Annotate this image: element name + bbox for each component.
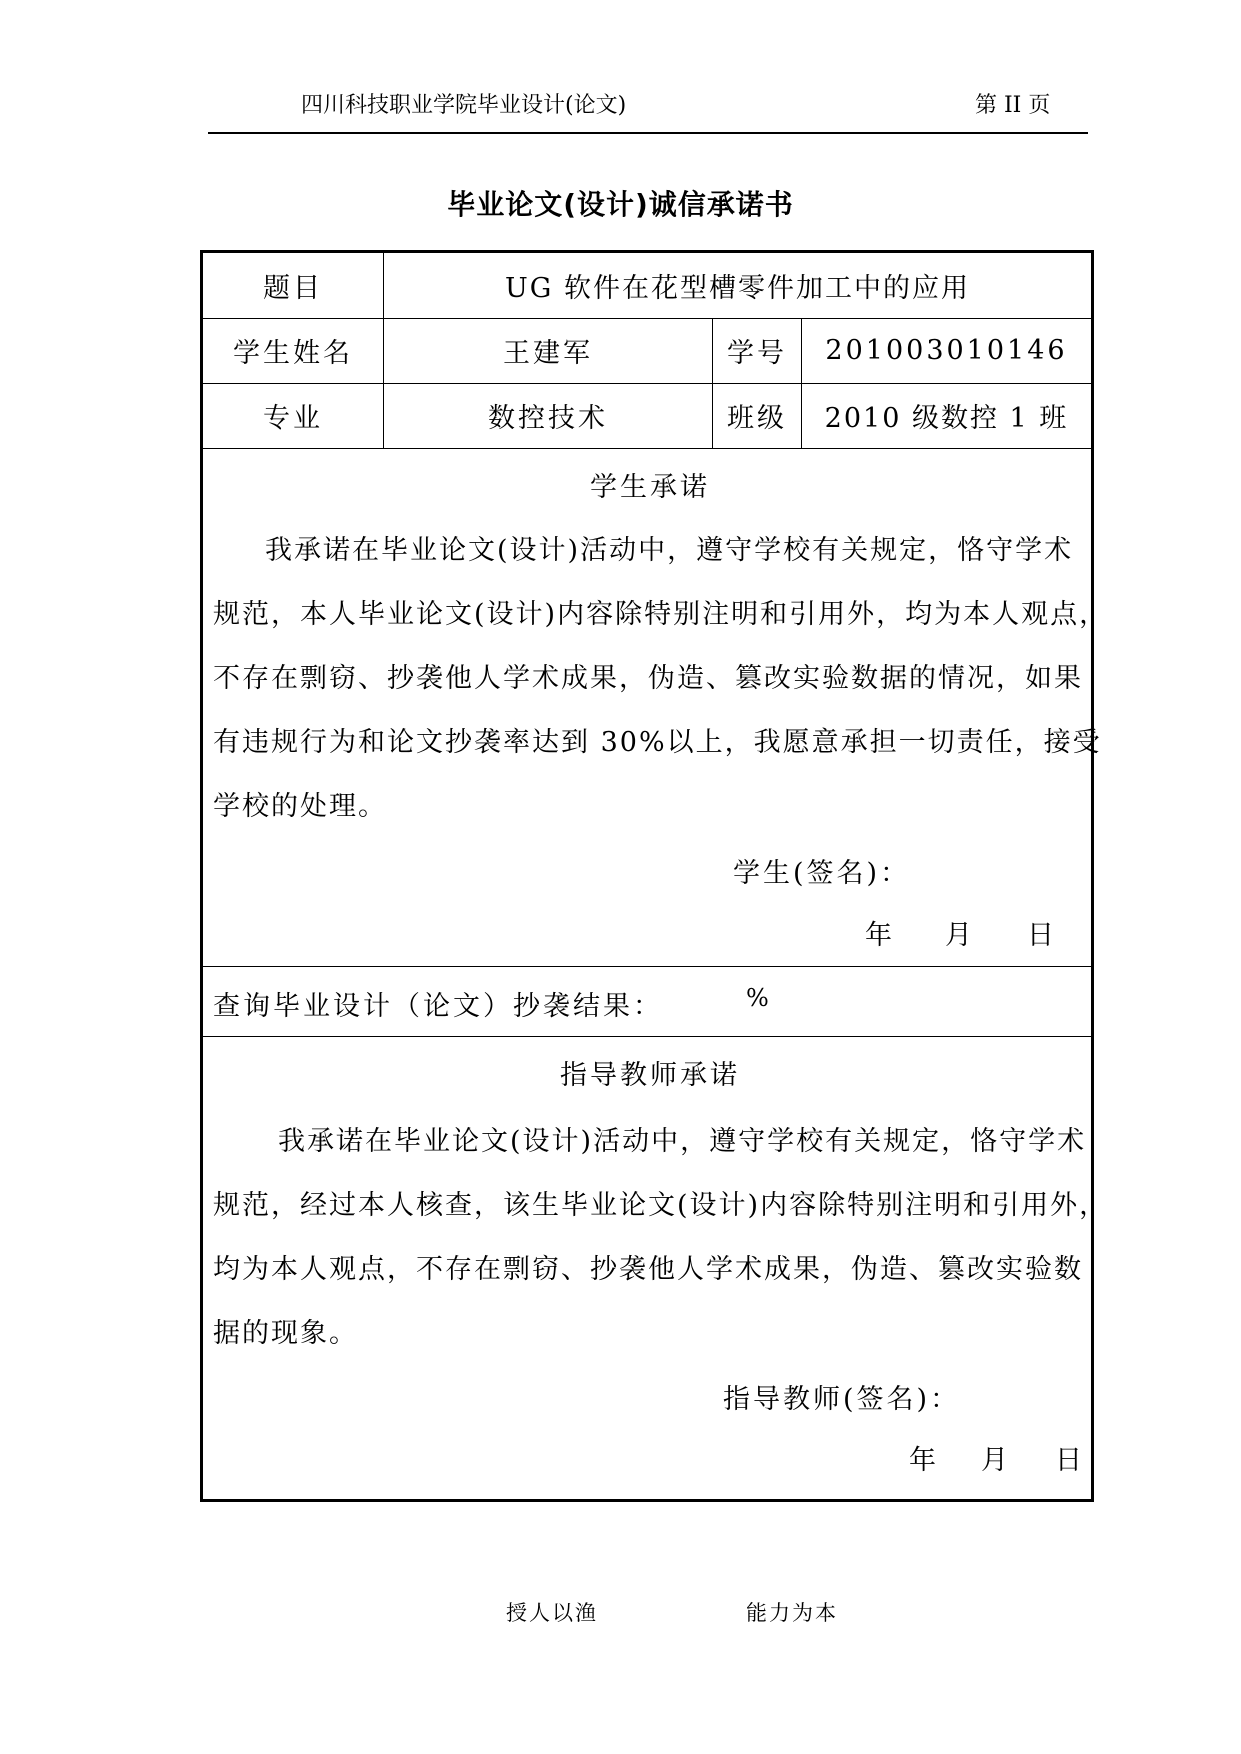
advisor-pledge-heading: 指导教师承诺 <box>560 1060 740 1091</box>
student-date-day: 日 <box>1027 920 1057 951</box>
student-pledge-line: 不存在剽窃、抄袭他人学术成果，伪造、篡改实验数据的情况，如果 <box>213 663 1083 694</box>
topic-label: 题目 <box>263 273 323 304</box>
advisor-date-day: 日 <box>1055 1445 1085 1476</box>
student-pledge-heading: 学生承诺 <box>590 472 710 503</box>
topic-value: UG 软件在花型槽零件加工中的应用 <box>505 273 970 304</box>
header-page-number: 第 II 页 <box>975 93 1051 118</box>
student-id-label: 学号 <box>727 338 787 369</box>
class-label: 班级 <box>727 403 787 434</box>
row-divider <box>203 448 1091 449</box>
student-id-value: 201003010146 <box>825 335 1068 366</box>
pledge-form <box>200 250 1109 1502</box>
footer-motto-right: 能力为本 <box>746 1601 838 1625</box>
advisor-signature-label: 指导教师(签名)： <box>723 1384 961 1415</box>
header-rule <box>208 132 1088 134</box>
advisor-pledge-line: 据的现象。 <box>213 1318 358 1349</box>
student-date-month: 月 <box>945 920 975 951</box>
plagiarism-check-unit: % <box>746 984 771 1012</box>
advisor-pledge-line: 规范，经过本人核查，该生毕业论文(设计)内容除特别注明和引用外， <box>213 1190 1109 1221</box>
footer-motto-left: 授人以渔 <box>506 1601 598 1625</box>
row-divider <box>203 966 1091 967</box>
document-title: 毕业论文(设计)诚信承诺书 <box>447 188 794 221</box>
advisor-pledge-line: 我承诺在毕业论文(设计)活动中，遵守学校有关规定，恪守学术 <box>278 1126 1087 1157</box>
row-divider <box>203 1036 1091 1037</box>
student-date-year: 年 <box>865 920 895 951</box>
student-pledge-line: 有违规行为和论文抄袭率达到 30%以上，我愿意承担一切责任，接受 <box>213 727 1102 758</box>
major-label: 专业 <box>263 403 323 434</box>
student-pledge-line: 规范，本人毕业论文(设计)内容除特别注明和引用外，均为本人观点， <box>213 599 1109 630</box>
plagiarism-check-label: 查询毕业设计（论文）抄袭结果： <box>213 991 663 1022</box>
student-pledge-line: 我承诺在毕业论文(设计)活动中，遵守学校有关规定，恪守学术 <box>265 535 1074 566</box>
class-value: 2010 级数控 1 班 <box>824 403 1069 434</box>
advisor-pledge-line: 均为本人观点，不存在剽窃、抄袭他人学术成果，伪造、篡改实验数 <box>213 1254 1083 1285</box>
advisor-date-year: 年 <box>909 1445 939 1476</box>
advisor-date-month: 月 <box>981 1445 1011 1476</box>
student-name-value: 王建军 <box>503 338 593 369</box>
major-value: 数控技术 <box>488 403 608 434</box>
header-institution: 四川科技职业学院毕业设计(论文) <box>301 93 627 118</box>
student-signature-label: 学生(签名)： <box>733 858 911 889</box>
student-name-label: 学生姓名 <box>233 338 353 369</box>
student-pledge-line: 学校的处理。 <box>213 791 387 822</box>
